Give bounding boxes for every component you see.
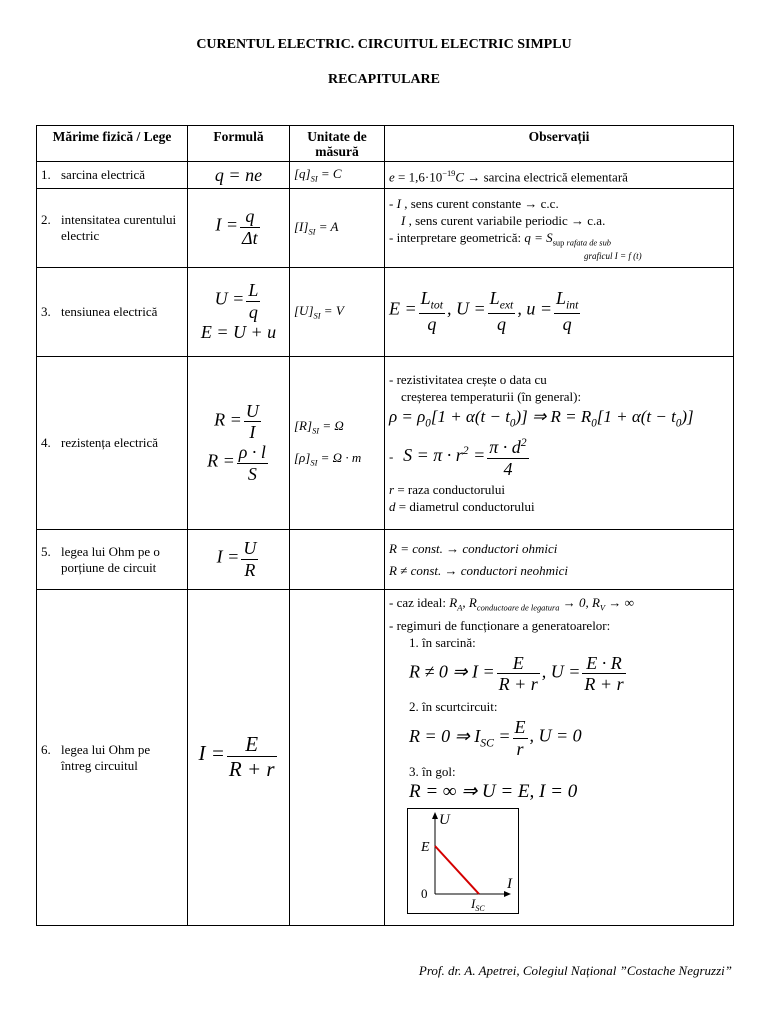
tick-label-isc: $I_{SC}$ [471,895,485,913]
quantity-name: legea lui Ohm pe o porțiune de circuit [61,543,160,575]
quantity-name: tensiunea electrică [61,304,158,319]
observations-cell: E = $\frac{L_{tot}}{q}$ , U = $\frac{L_{ext}}{q}$ , u = $\frac{L_{int}}{q}$ [385,268,734,357]
tick-label-e: E [421,839,430,855]
formula-cell: I = $\frac{q}{\Delta t}$ [188,189,290,268]
table-header-row [37,126,734,162]
table-row: 5. legea lui Ohm pe o porțiune de circuit I = $\frac{U}{R}$ R = const. → conductori ohmici R ≠ const. → conductori neohmici [37,530,734,590]
formula-cell: I = $\frac{U}{R}$ [188,530,290,590]
header-quantity: Mărime fizică / Lege [37,126,188,162]
observations-cell: - rezistivitatea crește o data cu creșterea temperaturii (în general): $\rho = \rho_0[1 + \alpha(t - t_0)]$ ⇒ $R = R_0[1 + \alpha(t - t_0)]$ - $S = \pi \cdot r^2$ = $\frac{\pi \cdot d^2}{4}$ r = raza conductorului d = diametrul conductorului [385,357,734,530]
formula-cell: U = $\frac{L}{q}$ E = U + u [188,268,290,357]
footer-credit: Prof. dr. A. Apetrei, Colegiul Național ”Costache Negruzzi” [418,963,732,978]
unit-cell [290,530,385,590]
observations-cell: - caz ideal: $R_A$, $R_{conductoare de legatura} \to 0$, $R_V$ → ∞ - regimuri de funcționare a generatoarelor: 1. în sarcină: R ≠ 0 ⇒ I = $\frac{E}{R + r}$ , U = $\frac{E \cdot R}{R + r}$ 2. în scurtcircuit: R = 0 ⇒ $I_{SC}$ = $\frac{E}{r}$ , U = 0 3. în gol: R = ∞ ⇒ U = E, I = 0 U E 0 I $I_{SC}$ [385,590,734,926]
quantity-name: intensitatea curentului electric [61,212,177,243]
header-unit: Unitate de măsură [290,126,385,162]
formula-cell: q = ne [188,162,290,189]
tick-label-zero: 0 [421,885,428,901]
axis-label-i: I [507,875,512,892]
unit-cell: $[U]_{SI} = V$ [290,268,385,357]
unit-cell: $[q]_{SI} = C$ [290,162,385,189]
table-row: 2. intensitatea curentului electric I = $\frac{q}{\Delta t}$ $[I]_{SI} = A$ - I , sens curent constante → c.c. I , sens curent variabile periodic → c.a. - interpretare geometrică: $q = S_{sup rafata de sub}$ graficul I = f (t) [37,189,734,268]
table-row: 3. tensiunea electrică U = $\frac{L}{q}$ E = U + u $[U]_{SI} = V$ E = $\frac{L_{tot}}{q}$ , U = $\frac{L_{ext}}{q}$ , u = $\frac{L_{int}}{q}$ [37,268,734,357]
unit-cell: $[I]_{SI} = A$ [290,189,385,268]
formula-cell: R = $\frac{U}{I}$ R = $\frac{\rho \cdot l}{S}$ [188,357,290,530]
unit-cell: $[R]_{SI} = \Omega$ $[\rho]_{SI} = \Omega \cdot m$ [290,357,385,530]
formula-cell: I = $\frac{E}{R + r}$ [188,590,290,926]
observations-cell: $e = 1,6\cdot 10^{-19}C$ → sarcina electrică elementară [385,162,734,189]
observations-cell: R = const. → conductori ohmici R ≠ const. → conductori neohmici [385,530,734,590]
quantity-name: sarcina electrică [61,167,146,182]
table-row: 6. legea lui Ohm pe întreg circuitul I = $\frac{E}{R + r}$ - caz ideal: $R_A$, $R_{conductoare de legatura} \to 0$, $R_V$ → ∞ - regimuri de funcționare a generatoarelor: 1. în sarcină: R ≠ 0 ⇒ I = $\frac{E}{R + r}$ , U = $\frac{E \cdot R}{R + r}$ 2. în scurtcircuit: R = 0 ⇒ $I_{SC}$ = $\frac{E}{r}$ , U = 0 3. în gol: R = ∞ ⇒ U = E, I = 0 U E 0 I $I_{SC}$ [37,590,734,926]
header-observations: Observații [385,126,734,162]
table-row: 4. rezistența electrică R = $\frac{U}{I}$ R = $\frac{\rho \cdot l}{S}$ $[R]_{SI} = \Omega$ $[\rho]_{SI} = \Omega \cdot m$ - rezistivitatea crește o data cu creșterea temperaturii (în general): $\rho = \rho_0[1 + \alpha(t - t_0)]$ ⇒ $R = R_0[1 + \alpha(t - t_0)]$ - $S = \pi \cdot r^2$ = $\frac{\pi \cdot d^2}{4}$ r = raza conductorului d = diametrul conductorului [37,357,734,530]
document-title: CURENTUL ELECTRIC. CIRCUITUL ELECTRIC SIMPLU [196,37,572,52]
table-row: 1. sarcina electrică q = ne $[q]_{SI} = C$ $e = 1,6\cdot 10^{-19}C$ → sarcina electrică elementară [37,162,734,189]
header-formula: Formulă [188,126,290,162]
document-subtitle: RECAPITULARE [327,72,440,87]
summary-table [36,125,734,926]
quantity-name: legea lui Ohm pe întreg circuitul [61,741,151,773]
observations-cell: - I , sens curent constante → c.c. I , sens curent variabile periodic → c.a. - interpretare geometrică: $q = S_{sup rafata de sub}$ graficul I = f (t) [385,189,734,268]
ui-characteristic-graph [407,808,519,914]
unit-cell [290,590,385,926]
axis-label-u: U [439,811,450,828]
quantity-name: rezistența electrică [61,435,159,450]
